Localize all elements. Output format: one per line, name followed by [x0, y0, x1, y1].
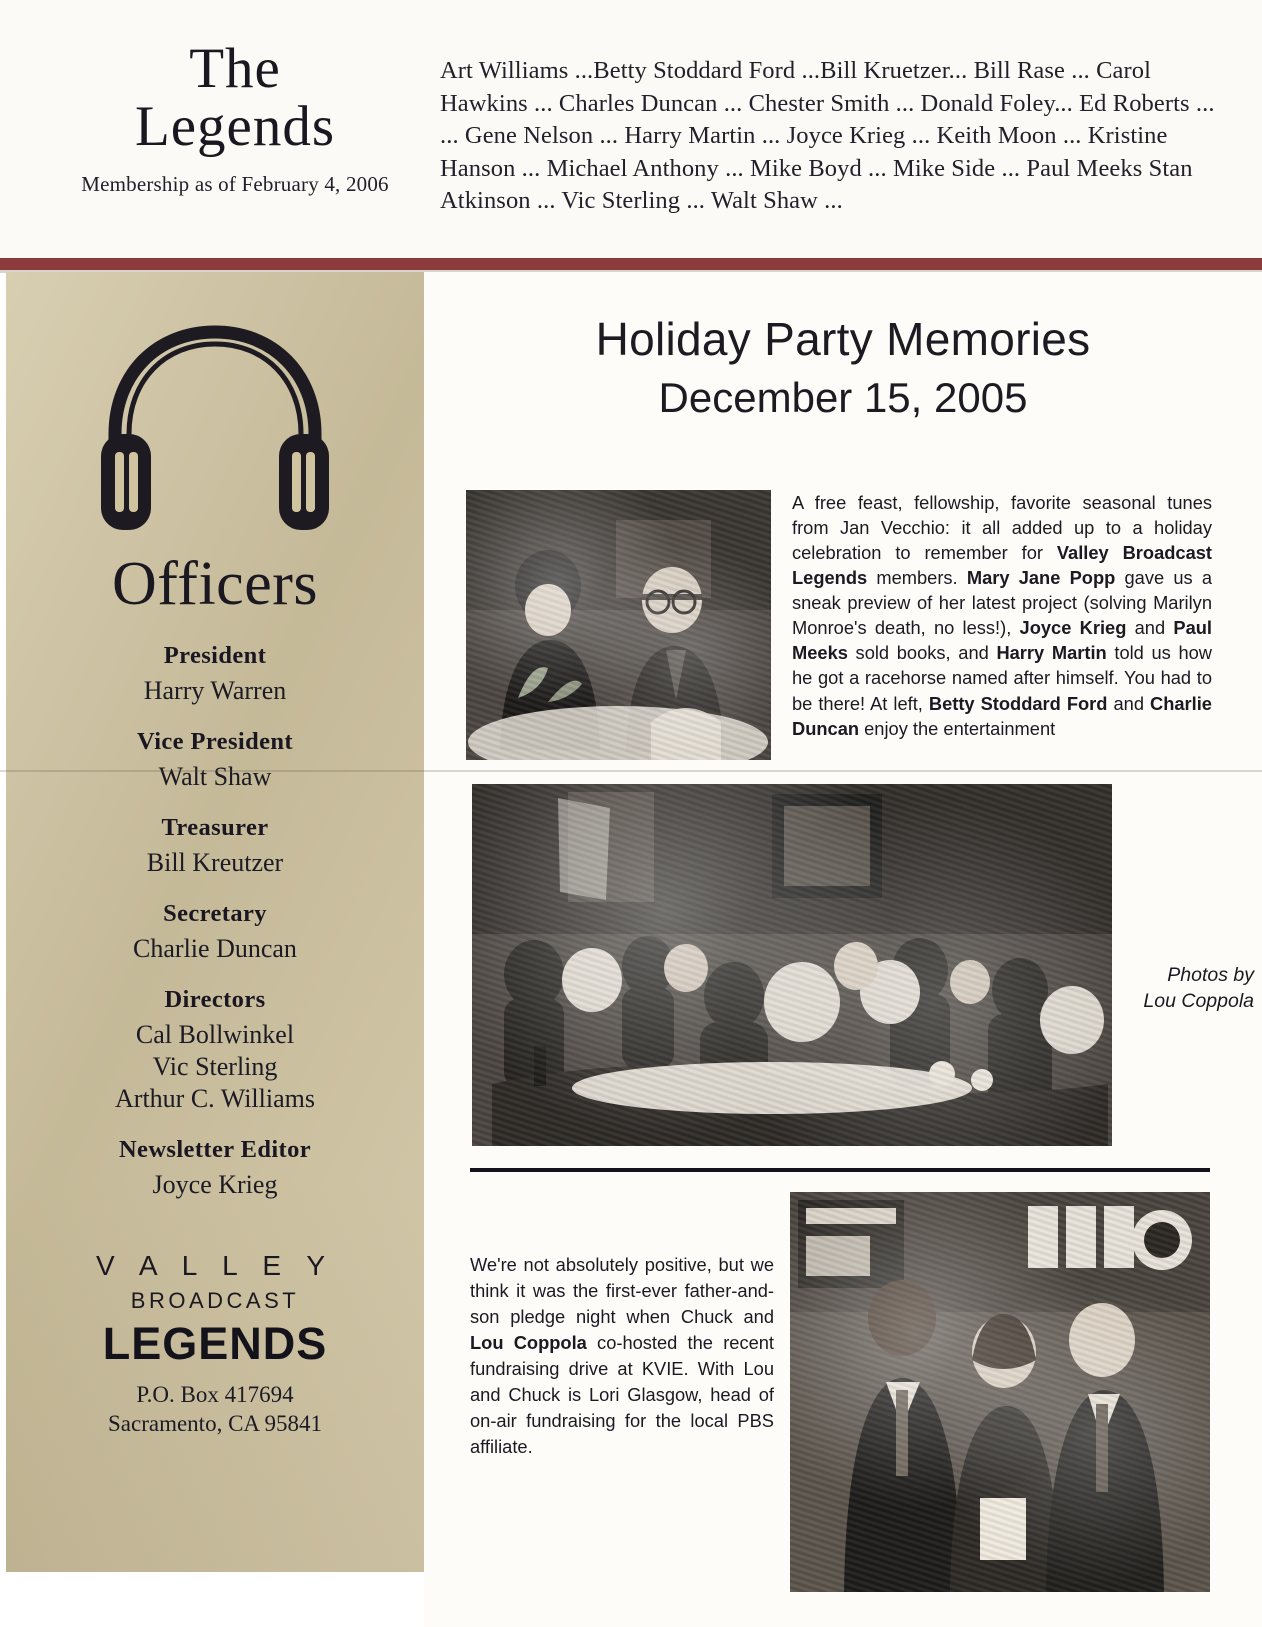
holiday-party-story-run-6: and — [1126, 617, 1174, 639]
photo-credit — [1124, 962, 1254, 1015]
holiday-party-room-photo — [472, 784, 1112, 1146]
holiday-party-story-run-14: enjoy the entertainment — [859, 717, 1056, 739]
mailing-address-line2: Sacramento, CA 95841 — [108, 1411, 322, 1437]
holiday-party-story-run-4: gave us a sneak preview of her latest project (solving Marilyn Monroe's death, no less!), — [792, 567, 1212, 639]
headphones-icon — [6, 318, 424, 543]
holiday-party-story-run-12: and — [1107, 692, 1150, 714]
photo-credit-line2: Lou Coppola — [1143, 990, 1254, 1013]
officer-name: Vic Sterling — [152, 1052, 278, 1081]
officer-role-label: Vice President — [137, 728, 293, 755]
membership-date-line: Membership as of February 4, 2006 — [81, 172, 389, 197]
header-red-rule — [0, 258, 1262, 270]
article-subhead-date: December 15, 2005 — [658, 374, 1028, 421]
kvie-pledge-story-run-1: Lou Coppola — [470, 1331, 587, 1353]
article-headline: Holiday Party Memories — [595, 313, 1091, 365]
photo-credit-line1: Photos by — [1167, 964, 1254, 986]
officer-entry-directors — [6, 986, 424, 1114]
officers-heading: Officers — [112, 550, 318, 618]
section-divider-rule — [470, 1168, 1210, 1172]
officer-entry-vice-president — [6, 728, 424, 792]
kvie-pledge-night-photo — [790, 1192, 1210, 1592]
holiday-party-story-run-11: Betty Stoddard Ford — [928, 692, 1108, 714]
holiday-party-story-run-5: Joyce Krieg — [1019, 617, 1127, 639]
masthead — [0, 0, 1262, 262]
masthead-title-block — [40, 37, 430, 197]
officer-entry-secretary — [6, 900, 424, 964]
holiday-party-story-run-13: Charlie Duncan — [792, 692, 1212, 739]
officer-name: Walt Shaw — [158, 762, 272, 791]
officer-name: Harry Warren — [143, 676, 287, 705]
officer-role-label: Secretary — [163, 900, 267, 927]
officer-entry-treasurer — [6, 814, 424, 878]
holiday-party-couple-photo — [466, 490, 771, 760]
wordmark-line-valley: V A L L E Y — [95, 1250, 335, 1281]
holiday-party-story — [792, 490, 1212, 741]
kvie-pledge-story-run-0: We're not absolutely positive, but we think it was the first-ever father-and-son pledge night when Chuck and — [470, 1254, 774, 1327]
newsletter-title-line1: The — [189, 37, 281, 100]
holiday-party-story-run-1: Valley Broadcast Legends — [792, 542, 1212, 589]
kvie-pledge-story — [470, 1252, 774, 1460]
holiday-party-story-run-0: A free feast, fellowship, favorite seasonal tunes from Jan Vecchio: it all added up to a holiday celebration to remember for — [792, 492, 1212, 564]
officer-role-label: Treasurer — [161, 814, 269, 841]
mailing-address-line1: P.O. Box 417694 — [136, 1382, 294, 1407]
holiday-party-story-run-10: told us how he got a racehorse named after himself. You had to be there! At left, — [792, 642, 1212, 714]
main-article-column — [424, 272, 1262, 1627]
officer-role-label: President — [163, 642, 267, 669]
officers-sidebar — [6, 272, 424, 1572]
officer-name: Charlie Duncan — [133, 934, 297, 963]
wordmark-line-broadcast: BROADCAST — [130, 1288, 300, 1313]
officer-entry-president — [6, 642, 424, 706]
holiday-party-story-run-7: Paul Meeks — [792, 617, 1212, 664]
officer-entry-newsletter-editor — [6, 1136, 424, 1200]
member-roll-list: Art Williams ...Betty Stoddard Ford ...Bill Kruetzer... Bill Rase ... Carol Hawkins ... Charles Duncan ... Chester Smith ... Donald Foley... Ed Roberts ... ... Gene Nelson ... Harry Martin ... Joyce Krieg ... Keith Moon ... Kristine Hanson ... Michael Anthony ... Mike Boyd ... Mike Side ... Paul Meeks Stan Atkinson ... Vic Sterling ... Walt Shaw ... — [440, 57, 1215, 215]
holiday-party-story-run-9: Harry Martin — [996, 642, 1107, 664]
officer-name: Bill Kreutzer — [146, 848, 284, 877]
officer-name: Joyce Krieg — [152, 1170, 278, 1199]
newsletter-title-line2: Legends — [134, 95, 336, 159]
holiday-party-story-run-2: members. — [867, 567, 967, 589]
officer-name: Cal Bollwinkel — [135, 1020, 295, 1049]
wordmark-line-legends: LEGENDS — [102, 1318, 328, 1369]
officer-name: Arthur C. Williams — [115, 1084, 315, 1113]
holiday-party-story-run-3: Mary Jane Popp — [966, 567, 1116, 589]
officer-role-label: Directors — [164, 986, 266, 1013]
kvie-pledge-story-run-2: co-hosted the recent fundraising drive at KVIE. With Lou and Chuck is Lori Glasgow, head of on-air fundraising for the local PBS affiliate. — [470, 1331, 774, 1457]
organization-wordmark — [6, 1250, 424, 1370]
officer-role-label: Newsletter Editor — [118, 1136, 312, 1163]
holiday-party-story-run-8: sold books, and — [847, 642, 997, 664]
